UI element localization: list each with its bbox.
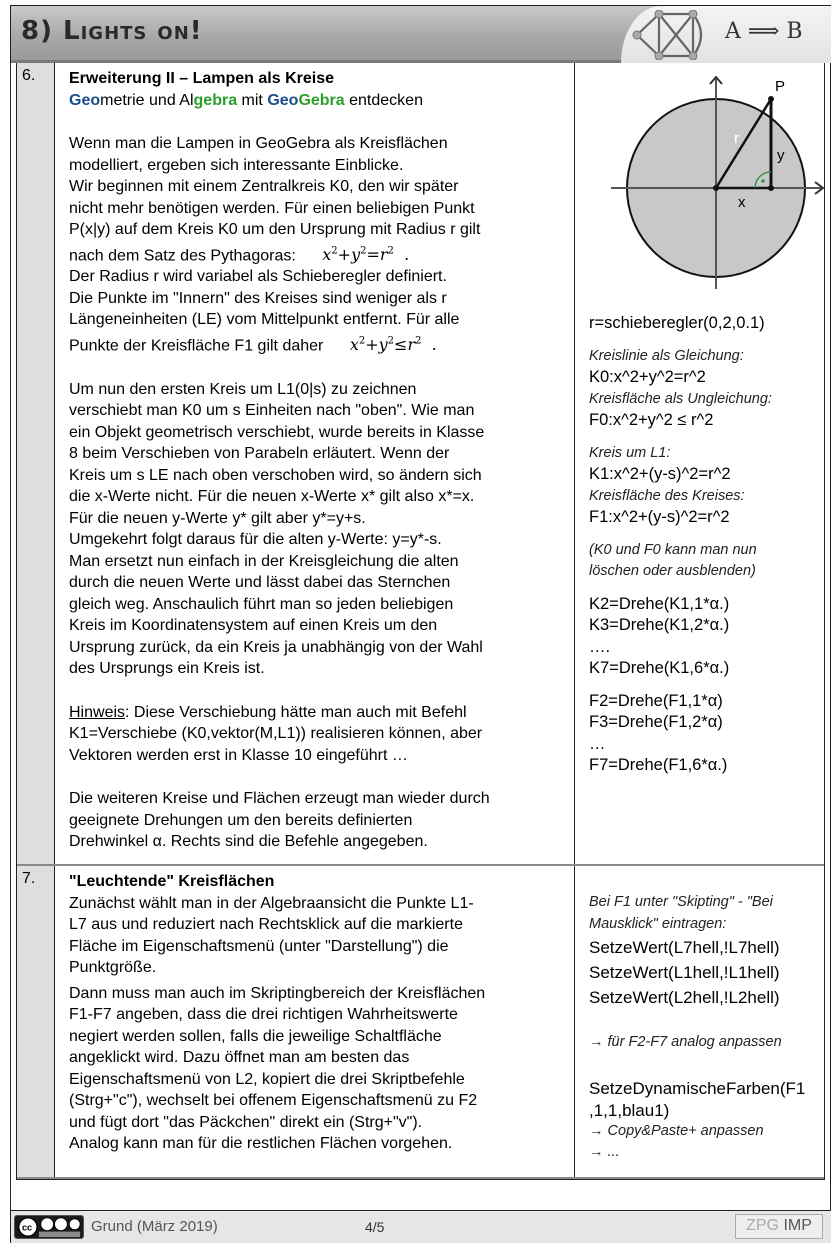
- text-line: nicht mehr benötigen werden. Für einen beliebigen Punkt: [69, 199, 475, 217]
- cc-license-icon: [14, 1215, 84, 1239]
- text-line: Analog kann man für die restlichen Flächen vorgehen.: [69, 1135, 453, 1152]
- text-line: und fügt dort "das Päckchen" direkt ein (Strg+"v").: [69, 1113, 423, 1131]
- adapt-note: → für F2-F7 analog anpassen: [589, 1034, 782, 1050]
- task-subtitle: [69, 90, 566, 112]
- slider-command: r=schieberegler(0,2,0.1): [589, 314, 765, 332]
- text-line: die x-Werte nicht. Für die neuen x-Werte x* gilt also x*=x.: [69, 488, 475, 506]
- text-line: Zunächst wählt man in der Algebraansicht die Punkte L1-: [69, 894, 474, 912]
- text-line: angeklickt wird. Dazu öffnet man am besten das: [69, 1049, 410, 1066]
- command-k1: K1:x^2+(y-s)^2=r^2: [589, 465, 731, 483]
- more-note: → ...: [589, 1144, 620, 1160]
- header-logo: [621, 6, 831, 63]
- text-line: Längeneinheiten (LE) vom Mittelpunkt entfernt. Für alle: [69, 311, 460, 329]
- text-line: 8 beim Verschieben von Parabeln erläutert. Wenn der: [69, 445, 450, 463]
- command-f2: F2=Drehe(F1,1*α): [589, 691, 723, 710]
- text-line: modelliert, ergeben sich interessante Einblicke.: [69, 156, 404, 174]
- circle-diagram: [601, 69, 829, 297]
- text-line: Ursprung zurück, da ein Kreis ja unabhängig von der Wahl: [69, 638, 483, 656]
- text-line: (Strg+"c"), wechselt bei offenem Eigenschaftsmenü zu F2: [69, 1092, 478, 1109]
- text-line: Wir beginnen mit einem Zentralkreis K0, den wir später: [69, 178, 459, 195]
- text-line: : Diese Verschiebung hätte man auch mit Befehl: [125, 703, 467, 721]
- task-number: 7.: [17, 866, 55, 1177]
- pythagoras-line: [69, 241, 566, 267]
- page-header: [11, 6, 831, 63]
- script-intro: Mausklick" eintragen:: [589, 915, 727, 932]
- ellipsis: ….: [589, 637, 611, 656]
- subtitle-part: Gebra: [298, 91, 345, 109]
- text-line: Dann muss man auch im Skriptingbereich der Kreisflächen: [69, 984, 486, 1002]
- text-line: ein Objekt geometrisch verschiebt, wurde bereits in Klasse: [69, 423, 485, 441]
- svg-text:cc: cc: [21, 1222, 33, 1233]
- note-delete: (K0 und F0 kann man nun: [589, 541, 757, 558]
- script-command: SetzeWert(L1hell,!L1hell): [589, 963, 780, 982]
- x-label: x: [738, 194, 746, 211]
- script-command: SetzeWert(L7hell,!L7hell): [589, 938, 780, 957]
- text-line: L7 aus und reduziert nach Rechtsklick auf die markierte: [69, 916, 463, 933]
- hint-paragraph: [69, 702, 566, 767]
- task-table: [16, 63, 825, 1180]
- text-line: des Ursprungs ein Kreis ist.: [69, 660, 265, 678]
- text-line: Vektoren werden erst in Klasse 10 eingeführt …: [69, 746, 408, 764]
- note-delete: löschen oder ausblenden): [589, 563, 756, 579]
- task-row-7: [17, 866, 824, 1179]
- command-f3: F3=Drehe(F1,2*α): [589, 713, 723, 731]
- script-intro: Bei F1 unter "Skipting" - "Bei: [589, 894, 773, 910]
- hint-label: Hinweis: [69, 703, 126, 721]
- subtitle-part: Geo: [267, 91, 299, 109]
- text-line: Der Radius r wird variabel als Schieberegler definiert.: [69, 268, 447, 286]
- text-line: K1=Verschiebe (K0,vektor(M,L1)) realisieren können, aber: [69, 725, 483, 743]
- text-line: nach dem Satz des Pythagoras:: [69, 246, 296, 264]
- page-title: 8) Lights on!: [21, 16, 203, 46]
- text-line: Punkte der Kreisfläche F1 gilt daher: [69, 337, 324, 355]
- paragraph-scripting: [69, 983, 566, 1155]
- command-k0: K0:x^2+y^2=r^2: [589, 368, 706, 386]
- text-line: Für die neuen y-Werte y* gilt aber y*=y+s.: [69, 509, 366, 527]
- text-line: Man ersetzt nun einfach in der Kreisgleichung die alten: [69, 552, 459, 570]
- task-title: Erweiterung II – Lampen als Kreise: [69, 70, 334, 87]
- text-line: geeignete Drehungen um den bereits definierten: [69, 811, 413, 829]
- geogebra-scripts: [575, 866, 824, 1177]
- subtitle-part: gebra: [193, 91, 238, 109]
- command-k7: K7=Drehe(K1,6*α.): [589, 659, 730, 677]
- text-line: Die weiteren Kreise und Flächen erzeugt man wieder durch: [69, 790, 490, 808]
- text-line: Drehwinkel α. Rechts sind die Befehle angegeben.: [69, 833, 428, 851]
- badge-imp: IMP: [779, 1217, 812, 1234]
- text-line: Punktgröße.: [69, 959, 157, 976]
- point-p-label: P: [775, 78, 786, 95]
- label-circle-equation: Kreislinie als Gleichung:: [589, 347, 744, 364]
- command-k3: K3=Drehe(K1,2*α.): [589, 616, 730, 634]
- text-line: F1-F7 angeben, dass die drei richtigen Wahrheitswerte: [69, 1006, 458, 1023]
- text-line: verschiebt man K0 um s Einheiten nach "oben". Wie man: [69, 402, 475, 420]
- label-area-circle: Kreisfläche des Kreises:: [589, 487, 745, 504]
- label-area-inequality: Kreisfläche als Ungleichung:: [589, 390, 772, 407]
- subtitle-part: Geo: [69, 91, 101, 109]
- command-f0: F0:x^2+y^2 ≤ r^2: [589, 411, 714, 429]
- inequality-line: [69, 331, 566, 357]
- command-f7: F7=Drehe(F1,6*α.): [589, 756, 728, 774]
- footer-author: Grund (März 2019): [91, 1218, 218, 1235]
- paragraph-rotation: [69, 788, 566, 853]
- inequality-formula: $x^2+y^2\le r^2$ .: [349, 335, 437, 355]
- geogebra-commands: [575, 63, 824, 864]
- label-circle-l1: Kreis um L1:: [589, 444, 671, 461]
- text-line: Um nun den ersten Kreis um L1(0|s) zu zeichnen: [69, 380, 417, 398]
- subtitle-part: metrie und Al: [100, 91, 194, 109]
- text-line: Die Punkte im "Innern" des Kreises sind weniger als r: [69, 289, 447, 307]
- copy-paste-note: → Copy&Paste+ anpassen: [589, 1122, 764, 1139]
- text-line: Wenn man die Lampen in GeoGebra als Kreisflächen: [69, 135, 448, 152]
- paragraph-shift: [69, 379, 566, 680]
- task-title: "Leuchtende" Kreisflächen: [69, 873, 275, 890]
- page-footer: [11, 1210, 831, 1243]
- radius-label: r: [734, 130, 739, 147]
- dynamic-colors-command: ,1,1,blau1): [589, 1100, 670, 1120]
- text-line: Kreis um s LE nach oben verschoben wird, so ändern sich: [69, 466, 482, 484]
- command-k2: K2=Drehe(K1,1*α.): [589, 594, 730, 613]
- zpg-imp-badge: [735, 1214, 823, 1239]
- text-line: durch die neuen Werte und lässt dabei das Sternchen: [69, 574, 451, 592]
- task-description: [55, 63, 575, 864]
- ellipsis: …: [589, 734, 606, 753]
- text-line: gleich weg. Anschaulich führt man so jeden beliebigen: [69, 595, 454, 613]
- text-line: P(x|y) auf dem Kreis K0 um den Ursprung mit Radius r gilt: [69, 221, 481, 238]
- text-line: negiert werden sollen, falls die jeweilige Schaltfläche: [69, 1027, 442, 1045]
- page-number: 4/5: [365, 1219, 385, 1235]
- graph-network-icon: [631, 10, 711, 60]
- text-line: Umgekehrt folgt daraus für die alten y-Werte: y=y*-s.: [69, 531, 442, 549]
- task-description: [55, 866, 575, 1177]
- text-line: Eigenschaftsmenü von L2, kopiert die drei Skriptbefehle: [69, 1070, 465, 1088]
- y-label: y: [777, 147, 785, 164]
- subtitle-part: entdecken: [344, 91, 423, 109]
- logic-implication-label: A ⟹ B: [725, 19, 803, 44]
- script-command: SetzeWert(L2hell,!L2hell): [589, 988, 780, 1007]
- command-f1: F1:x^2+(y-s)^2=r^2: [589, 508, 730, 526]
- subtitle-part: mit: [237, 91, 268, 109]
- paragraph-points: [69, 893, 566, 979]
- task-number: 6.: [17, 63, 55, 864]
- badge-zpg: ZPG: [746, 1217, 779, 1234]
- paragraph-intro: [69, 133, 566, 357]
- text-line: Kreis im Koordinatensystem auf einen Kreis um den: [69, 617, 438, 635]
- dynamic-colors-command: SetzeDynamischeFarben(F1: [589, 1078, 806, 1098]
- pythagoras-formula: $x^2+y^2=r^2$ .: [322, 244, 410, 264]
- task-row-6: [17, 63, 824, 866]
- text-line: Fläche im Eigenschaftsmenü (unter "Darstellung") die: [69, 937, 449, 955]
